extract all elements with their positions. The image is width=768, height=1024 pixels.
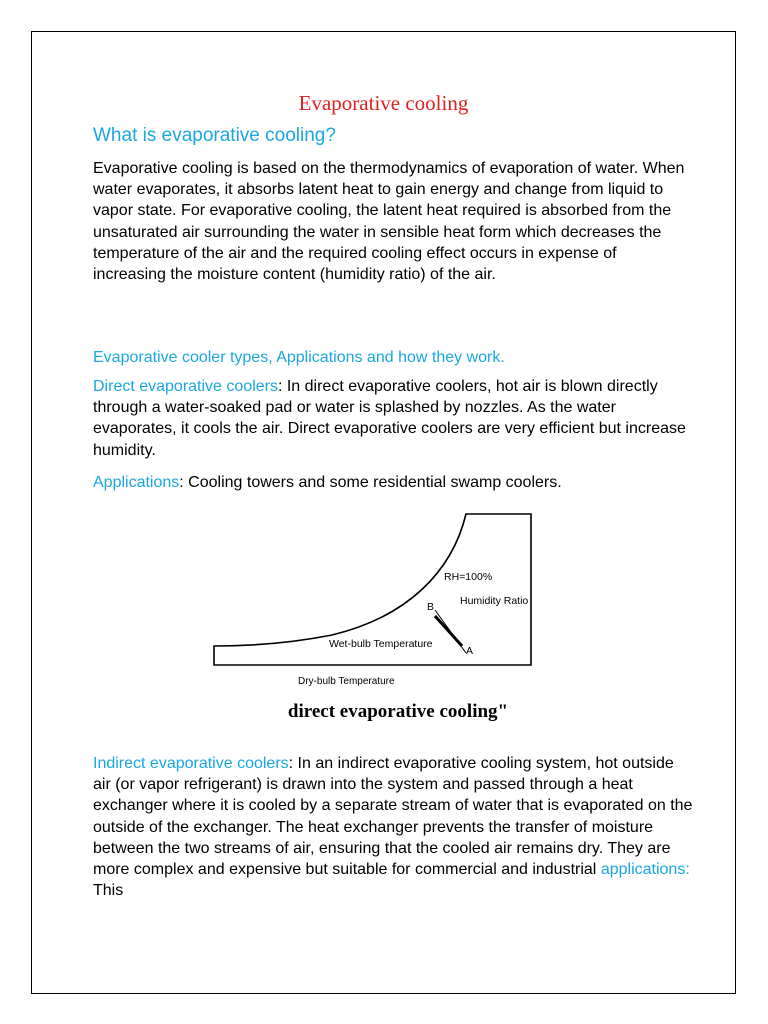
document-title: Evaporative cooling — [298, 91, 469, 115]
direct-coolers-text: : In direct evaporative coolers, hot air is blown directly through a water-soaked pad or water is splashed by nozzles. As the water evaporates, it cools the air. Direct evaporative coolers are very efficient but increase humidity. — [93, 378, 686, 459]
indirect-coolers-paragraph — [93, 753, 693, 901]
rh-label: RH=100% — [444, 571, 493, 583]
point-b-label: B — [427, 601, 435, 613]
heading-cooler-types: Evaporative cooler types, Applications and how they work. — [93, 349, 505, 366]
heading-what-is-evaporative-cooling: What is evaporative cooling? — [93, 125, 336, 146]
humidity-ratio-label: Humidity Ratio — [460, 595, 529, 607]
indirect-coolers-term: Indirect evaporative coolers — [93, 755, 289, 772]
point-a-label: A — [466, 645, 474, 657]
indirect-coolers-tail: This — [93, 882, 124, 900]
dry-bulb-label: Dry-bulb Temperature — [298, 676, 395, 687]
wet-bulb-label: Wet-bulb Temperature — [329, 638, 433, 650]
applications-text: : Cooling towers and some residential swamp coolers. — [179, 474, 562, 491]
wet-bulb-line — [435, 610, 466, 653]
direct-coolers-term: Direct evaporative coolers — [93, 378, 278, 395]
applications-term: Applications — [93, 474, 180, 491]
diagram-caption: direct evaporative cooling" — [287, 701, 509, 722]
document-page — [31, 31, 736, 994]
applications-link[interactable]: applications: — [600, 861, 690, 879]
intro-paragraph: Evaporative cooling is based on the thermodynamics of evaporation of water. When water evaporates, it absorbs latent heat to gain energy and change from liquid to vapor state. For evaporative cooling, the latent heat required is absorbed from the unsaturated air surrounding the water in sensible heat form which decreases the temperature of the air and the required cooling effect occurs in expense of increasing the moisture content (humidity ratio) of the air. — [93, 160, 685, 284]
indirect-coolers-text: : In an indirect evaporative cooling system, hot outside air (or vapor refrigerant) is drawn into the system and passed through a heat exchanger where it is cooled by a separate stream of water that is evaporated on the outside of the exchanger. The heat exchanger prevents the transfer of moisture between the two streams of air, ensuring that the cooled air remains dry. They are more complex and expensive but suitable for commercial and industrial — [93, 755, 693, 879]
